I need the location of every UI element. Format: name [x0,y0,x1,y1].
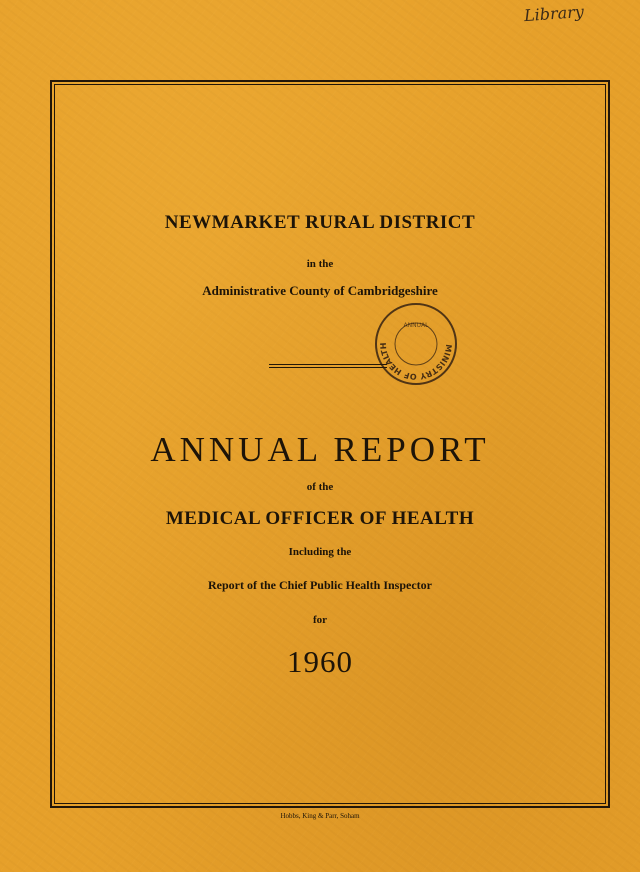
in-the-text: in the [306,258,334,270]
printer-imprint: Hobbs, King & Parr, Soham [280,812,360,820]
stamp-center-text: ANNUAL [403,322,429,329]
for-text: for [312,614,328,626]
double-rule [269,364,387,368]
county-name: Administrative County of Cambridgeshire [202,283,438,298]
ministry-stamp [372,300,460,388]
subreport-title: Report of the Chief Public Health Inspector [208,578,432,592]
stamp-text: MINISTRY OF HEALTH [378,342,454,382]
officer-title: MEDICAL OFFICER OF HEALTH [165,508,475,529]
report-year: 1960 [287,644,353,679]
district-name: NEWMARKET RURAL DISTRICT [164,212,476,233]
including-text: Including the [288,546,352,558]
report-title: ANNUAL REPORT [150,430,490,469]
of-the-text: of the [306,481,334,493]
handwritten-annotation: Library [523,1,585,26]
